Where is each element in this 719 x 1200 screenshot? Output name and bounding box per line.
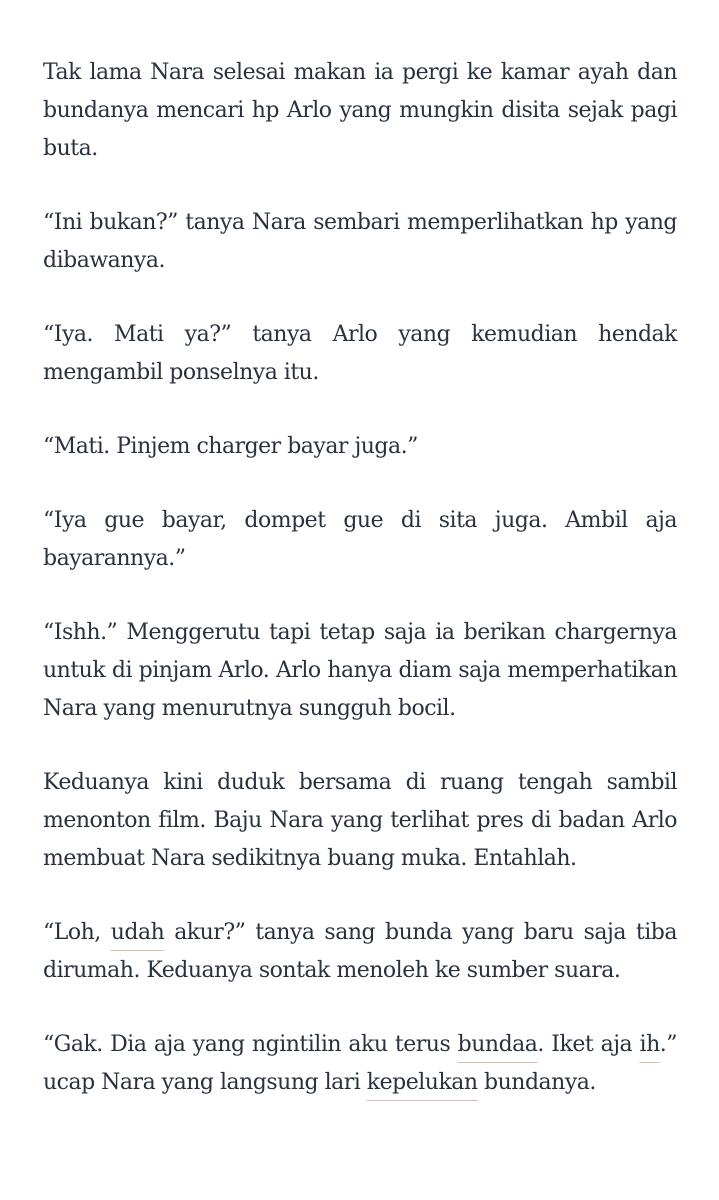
- paragraph-text: Keduanya kini duduk bersama di ruang tengah sambil menonton film. Baju Nara yang terlihat pres di badan Arlo membuat Nara sedikitnya buang muka. Entahlah.: [43, 770, 677, 871]
- paragraph-text: “Mati. Pinjem charger bayar juga.”: [43, 434, 418, 459]
- story-text: [43, 54, 677, 1102]
- paragraph-text: “Loh,: [43, 920, 111, 945]
- paragraph-text: “Gak. Dia aja yang ngintilin aku terus: [43, 1032, 458, 1057]
- paragraph-text: “Iya gue bayar, dompet gue di sita juga. Ambil aja bayarannya.”: [43, 508, 677, 571]
- paragraph-text: .” ucap Nara yang langsung lari: [43, 1032, 677, 1095]
- paragraph-8: [43, 914, 677, 990]
- paragraph-text: “Ini bukan?” tanya Nara sembari memperlihatkan hp yang dibawanya.: [43, 210, 677, 273]
- underlined-word-udah[interactable]: udah: [110, 920, 165, 945]
- paragraph-text: akur?” tanya sang bunda yang baru saja tiba dirumah. Keduanya sontak menoleh ke sumber suara.: [43, 920, 677, 983]
- paragraph-1: [43, 54, 677, 168]
- paragraph-9: [43, 1026, 677, 1102]
- paragraph-text: bundanya.: [477, 1070, 596, 1095]
- underlined-word-kepelukan[interactable]: kepelukan: [366, 1070, 478, 1095]
- paragraph-7: [43, 764, 677, 878]
- paragraph-3: [43, 316, 677, 392]
- paragraph-2: [43, 204, 677, 280]
- paragraph-text: . Iket aja: [537, 1032, 640, 1057]
- paragraph-text: “Iya. Mati ya?” tanya Arlo yang kemudian hendak mengambil ponselnya itu.: [43, 322, 677, 385]
- paragraph-text: Tak lama Nara selesai makan ia pergi ke kamar ayah dan bundanya mencari hp Arlo yang mungkin disita sejak pagi buta.: [43, 60, 677, 161]
- paragraph-4: [43, 428, 677, 466]
- paragraph-text: “Ishh.” Menggerutu tapi tetap saja ia berikan chargernya untuk di pinjam Arlo. Arlo hanya diam saja memperhatikan Nara yang menurutnya sungguh bocil.: [43, 620, 677, 721]
- paragraph-6: [43, 614, 677, 728]
- underlined-word-bundaa[interactable]: bundaa: [457, 1032, 538, 1057]
- underlined-word-ih[interactable]: ih: [639, 1032, 660, 1057]
- paragraph-5: [43, 502, 677, 578]
